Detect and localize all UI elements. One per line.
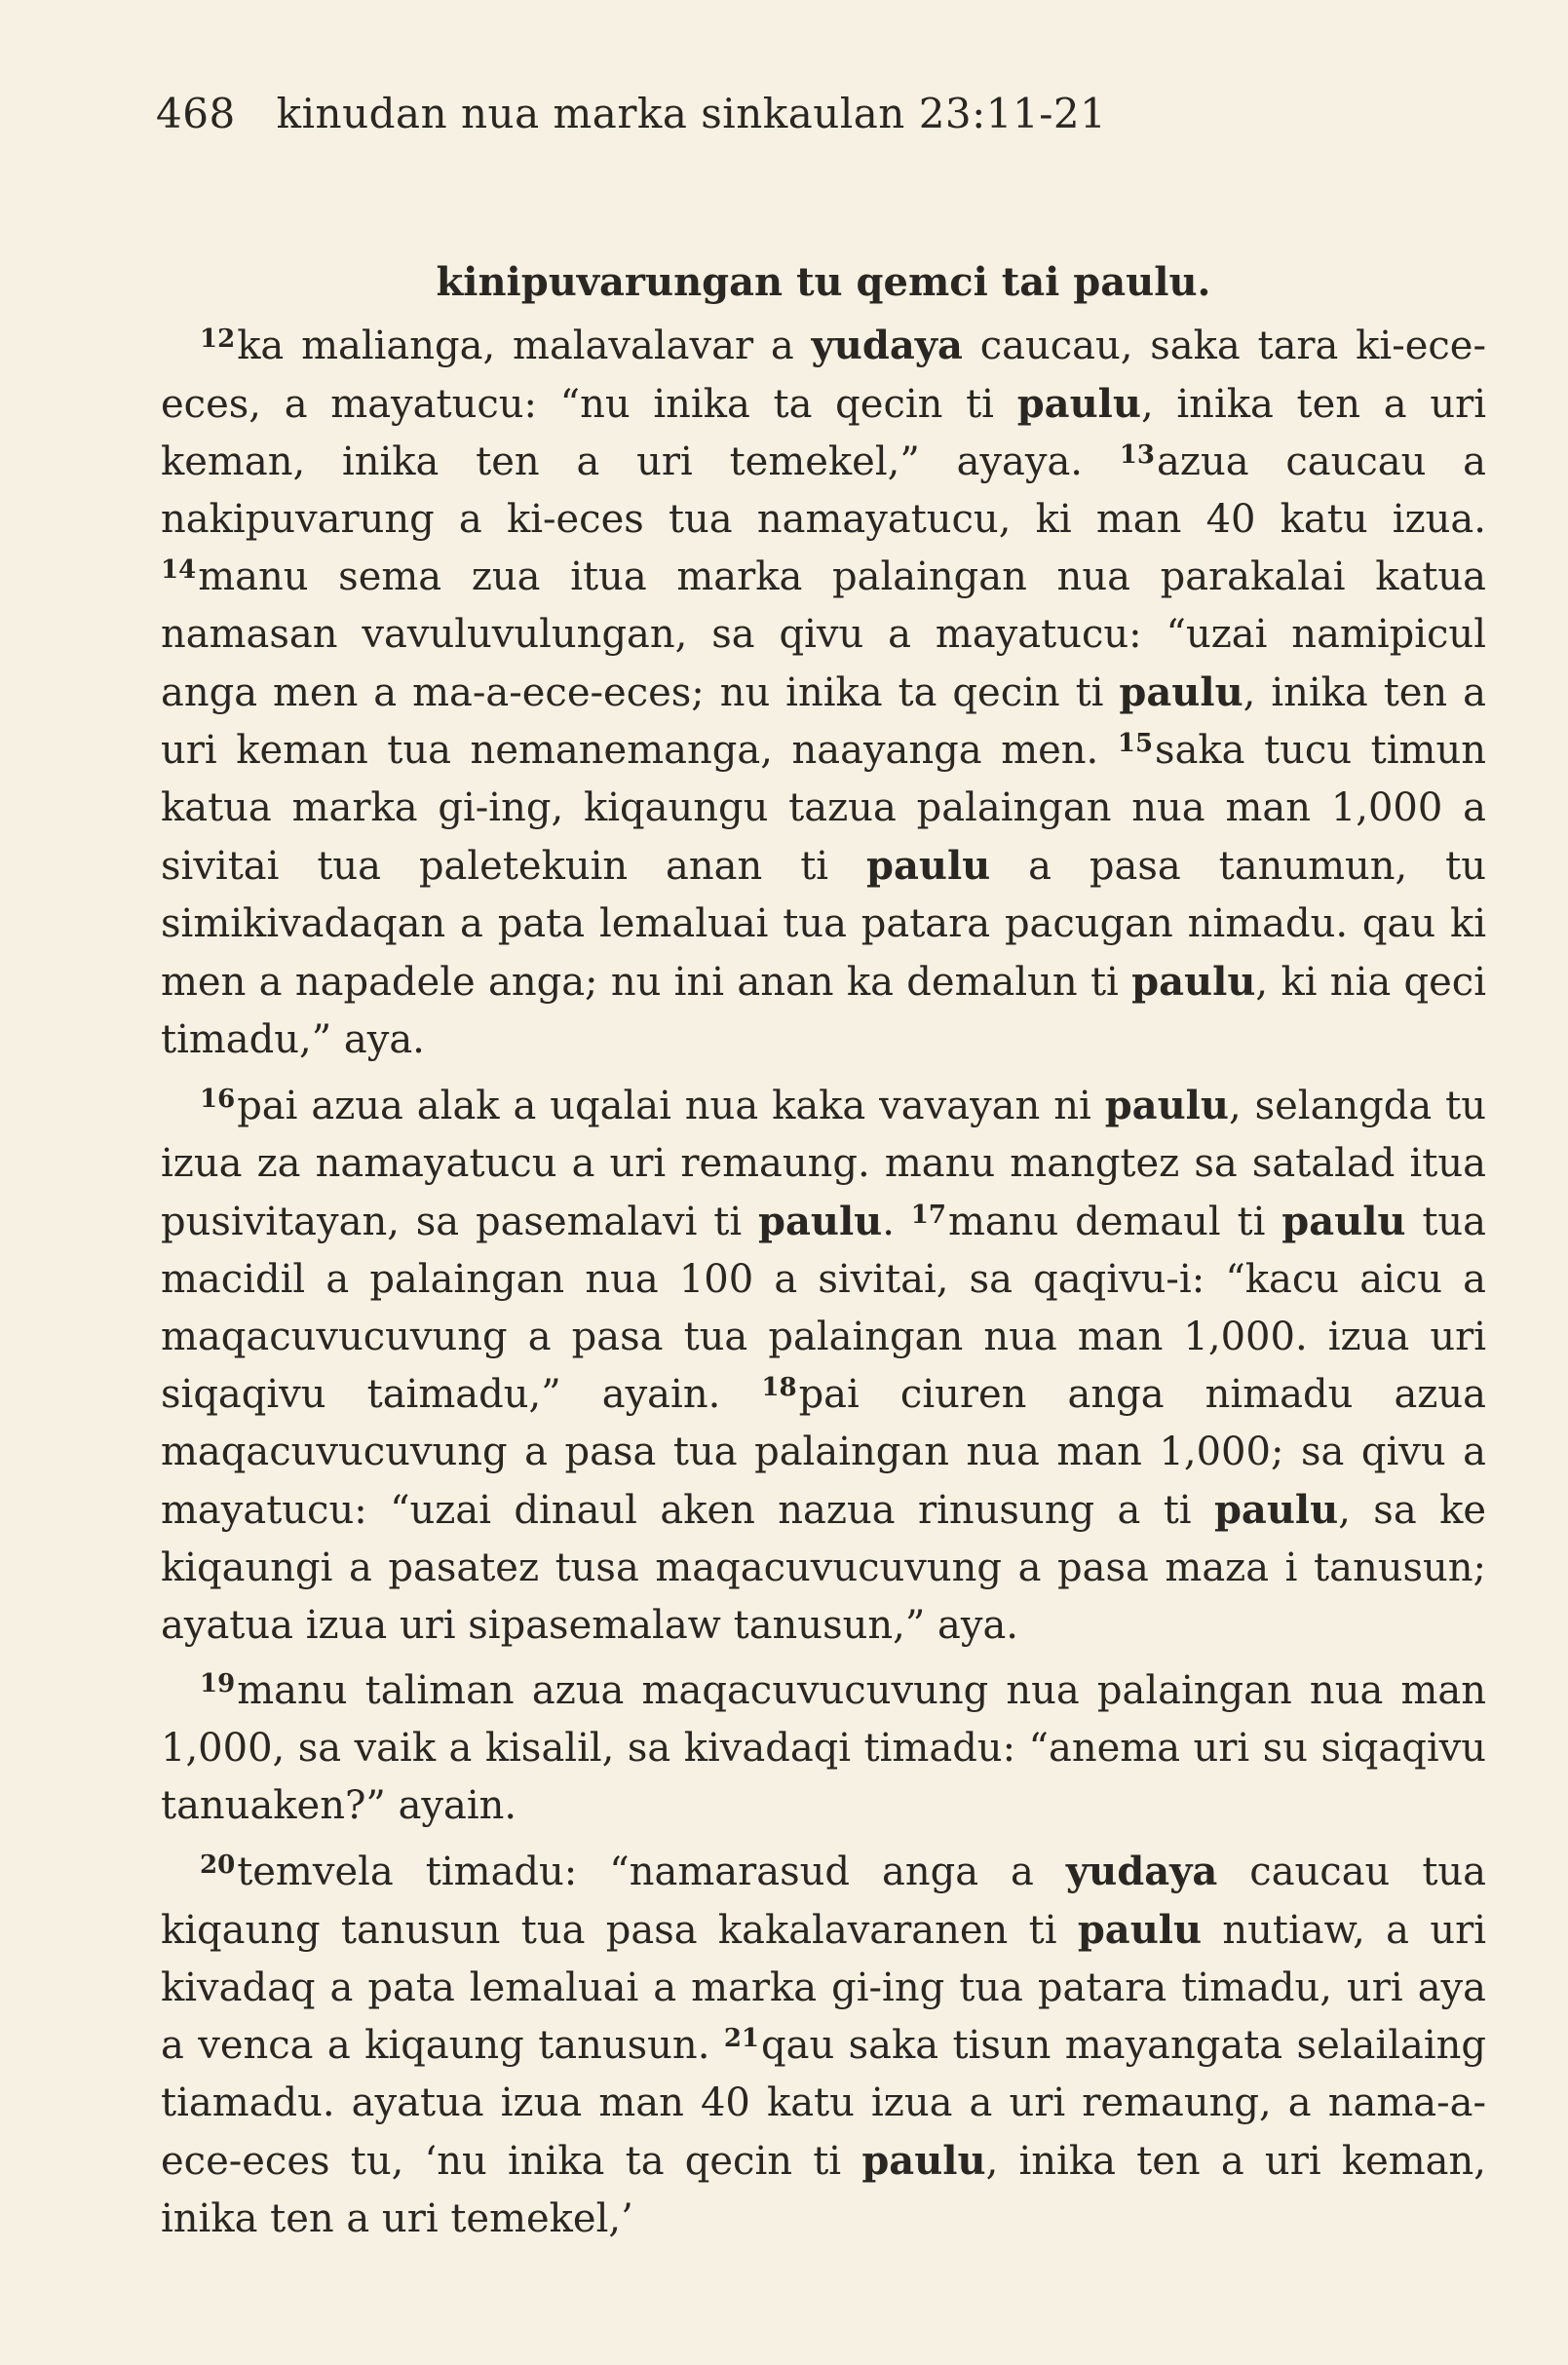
paragraph xyxy=(161,1077,1486,1655)
verse-number: 19 xyxy=(200,1669,236,1698)
verse-text: , inika ten a uri keman, inika ten a uri temekel,” ayaya. xyxy=(161,382,1486,484)
verse-text: pai azua alak a uqalai nua kaka vavayan ni xyxy=(237,1084,1105,1128)
bold-name: paulu xyxy=(865,843,991,889)
bold-name: paulu xyxy=(861,2138,986,2184)
verse-text: , sa ke kiqaungi a pasatez tusa maqacuvucuvung a pasa maza i tanusun; ayatua izua uri sipasemalaw tanusun,” aya. xyxy=(161,1488,1486,1648)
verse-text: nutiaw, a uri kivadaq a pata lemaluai a marka gi-ing tua patara timadu, uri aya a venca a kiqaung tanusun. xyxy=(161,1908,1486,2068)
verse-text: manu taliman azua maqacuvucuvung nua palaingan nua man 1,000, sa vaik a kisalil, sa kivadaqi timadu: “anema uri su siqaqivu tanuaken?” ayain. xyxy=(161,1668,1486,1828)
bold-name: paulu xyxy=(1077,1907,1203,1953)
bold-name: paulu xyxy=(757,1199,883,1244)
verse-text: caucau tua kiqaung tanusun tua pasa kakalavaranen ti xyxy=(161,1850,1486,1953)
verse-text: saka tucu timun katua marka gi-ing, kiqaungu tazua palaingan nua man 1,000 a sivitai tua paletekuin anan ti xyxy=(161,728,1486,889)
verse-text: a pasa tanumun, tu simikivadaqan a pata lemaluai tua patara pacugan nimadu. qau ki men a napadele anga; nu ini anan ka demalun ti xyxy=(161,844,1487,1005)
verse-number: 13 xyxy=(1119,440,1156,470)
verse-text: caucau, saka tara ki-ece-eces, a mayatucu: “nu inika ta qecin ti xyxy=(161,324,1486,427)
verse-text: temvela timadu: “namarasud anga a xyxy=(237,1850,1066,1894)
paragraph xyxy=(161,1843,1486,2248)
verse-number: 14 xyxy=(161,555,197,585)
verse-text: . xyxy=(882,1200,895,1244)
verse-number: 18 xyxy=(761,1373,797,1402)
verse-text: , selangda tu izua za namayatucu a uri remaung. manu mangtez sa satalad itua pusivitayan, sa pasemalavi ti xyxy=(161,1084,1486,1244)
verse-number: 16 xyxy=(200,1085,236,1114)
page-body xyxy=(161,253,1486,2256)
verse-text: , ki nia qeci timadu,” aya. xyxy=(161,960,1487,1062)
paragraph xyxy=(161,317,1486,1069)
bold-name: yudaya xyxy=(1065,1849,1218,1894)
paragraph xyxy=(161,1662,1486,1835)
verse-text: pai ciuren anga nimadu azua maqacuvucuvung a pasa tua palaingan nua man 1,000; sa qivu a mayatucu: “uzai dinaul aken nazua rinusung a ti xyxy=(161,1372,1486,1533)
bold-name: paulu xyxy=(1104,1083,1229,1128)
section-heading: kinipuvarungan tu qemci tai paulu. xyxy=(436,259,1211,305)
bold-name: paulu xyxy=(1119,669,1243,715)
verse-text: tua macidil a palaingan nua 100 a sivitai, sa qaqivu-i: “kacu aicu a maqacuvucuvung a pasa tua palaingan nua man 1,000. izua uri siqaqivu taimadu,” ayain. xyxy=(161,1200,1487,1417)
bold-name: paulu xyxy=(1016,381,1141,427)
bold-name: paulu xyxy=(1213,1487,1339,1533)
page-header xyxy=(156,90,1106,137)
page-number: 468 xyxy=(156,90,236,137)
bold-name: paulu xyxy=(1131,959,1256,1005)
verse-number: 17 xyxy=(910,1201,946,1230)
bold-name: paulu xyxy=(1281,1199,1406,1244)
verse-text: azua caucau a nakipuvarung a ki-eces tua namayatucu, ki man 40 katu izua. xyxy=(161,439,1486,542)
bold-name: yudaya xyxy=(811,323,963,368)
verse-text: manu demaul ti xyxy=(947,1200,1282,1244)
verse-text: manu sema zua itua marka palaingan nua parakalai katua namasan vavuluvulungan, sa qivu a mayatucu: “uzai namipicul anga men a ma-a-ece-eces; nu inika ta qecin ti xyxy=(161,554,1486,715)
verse-number: 20 xyxy=(200,1850,236,1880)
verse-text: , inika ten a uri keman tua nemanemanga, naayanga men. xyxy=(161,670,1486,773)
verse-text: qau saka tisun mayangata selailaing tiamadu. ayatua izua man 40 katu izua a uri remaung, a nama-a-ece-eces tu, ‘nu inika ta qecin ti xyxy=(161,2023,1486,2184)
verse-text: , inika ten a uri keman, inika ten a uri temekel,’ xyxy=(161,2139,1486,2241)
verse-text: ka malianga, malavalavar a xyxy=(237,324,812,368)
verse-number: 15 xyxy=(1117,729,1154,758)
verse-number: 21 xyxy=(723,2024,759,2053)
running-title: kinudan nua marka sinkaulan 23:11-21 xyxy=(276,90,1107,137)
verse-number: 12 xyxy=(200,324,236,354)
